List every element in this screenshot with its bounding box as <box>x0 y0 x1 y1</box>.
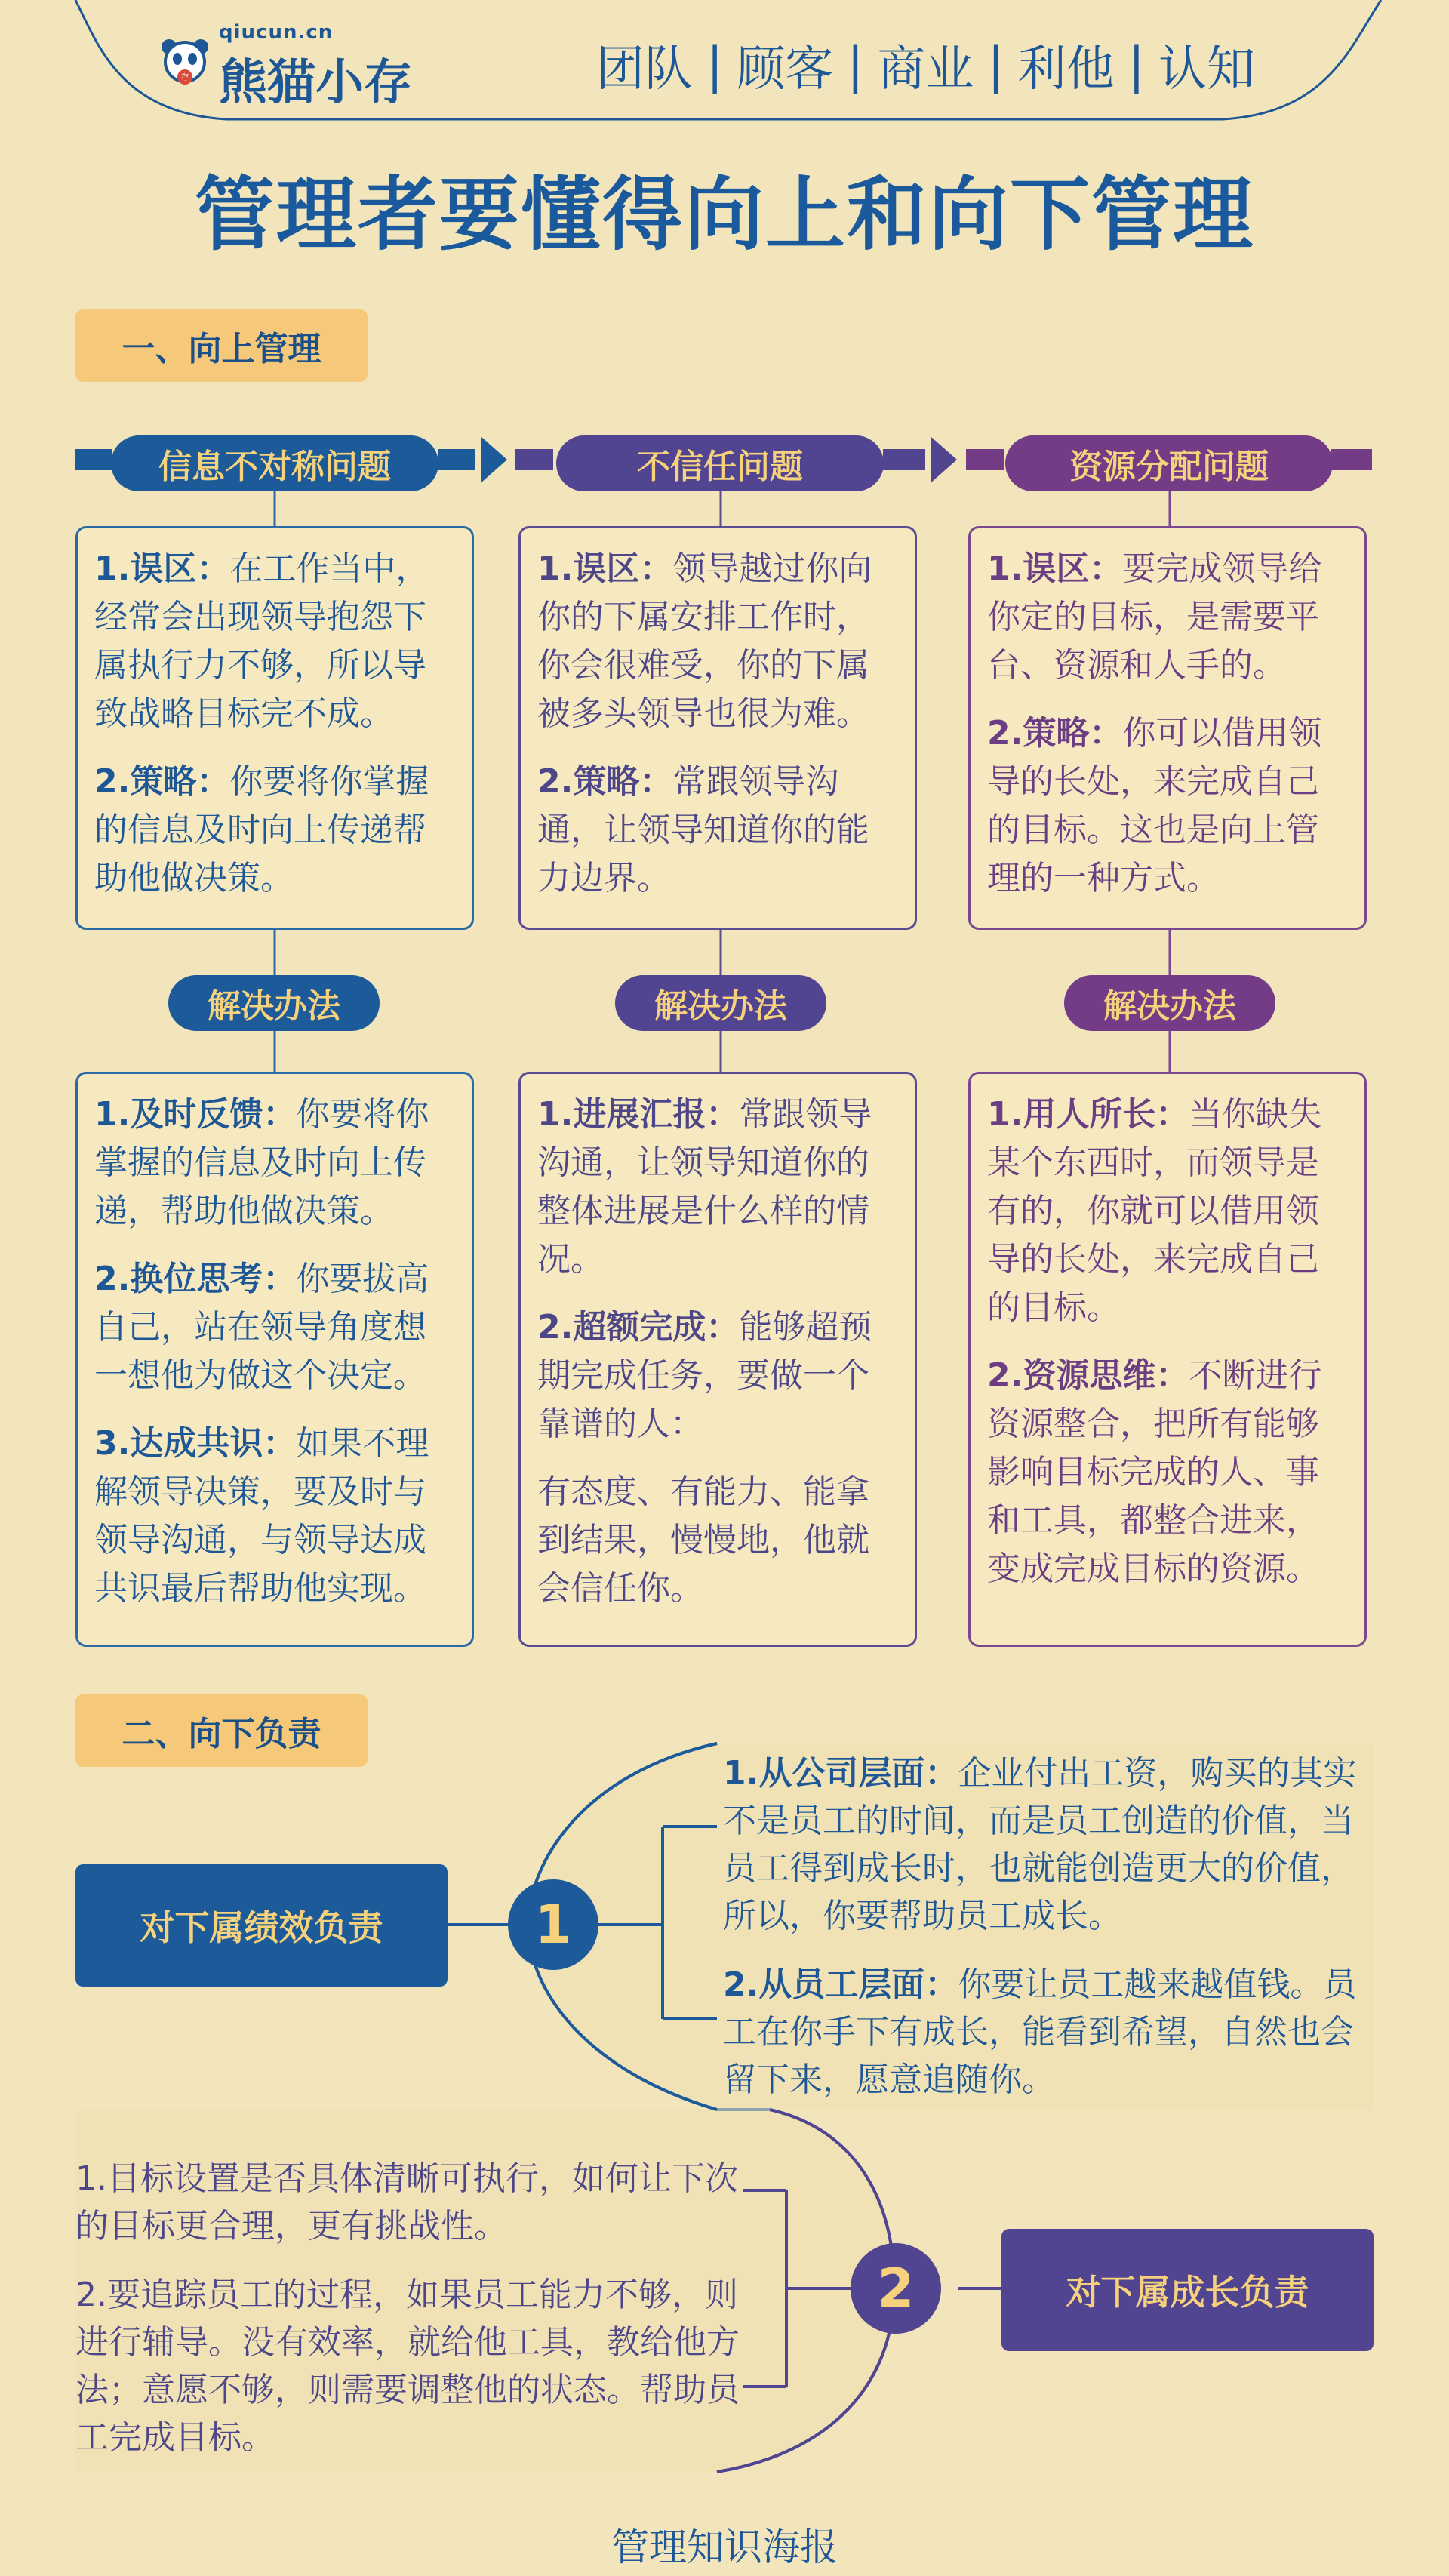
card-point: 2.策略：你要将你掌握的信息及时向上传递帮助他做决策。 <box>94 762 429 897</box>
item2-point: 1.目标设置是否具体清晰可执行，如何让下次的目标更合理，更有挑战性。 <box>75 2159 738 2245</box>
card-point: 1.误区：在工作当中，经常会出现领导抱怨下属执行力不够，所以导致战略目标完不成。 <box>94 549 429 733</box>
number-circle-1: 1 <box>508 1879 598 1970</box>
card-point: 2.策略：你可以借用领导的长处，来完成自己的目标。这也是向上管理的一种方式。 <box>987 714 1322 897</box>
card-point: 1.误区：要完成领导给你定的目标，是需要平台、资源和人手的。 <box>987 549 1322 685</box>
page-title: 管理者要懂得向上和向下管理 <box>195 168 1254 261</box>
item2-point: 2.要追踪员工的过程，如果员工能力不够，则进行辅导。没有效率，就给他工具，教给他方法；意愿不够，则需要调整他的状态。帮助员工完成目标。 <box>75 2276 740 2457</box>
nav-item-team[interactable]: 团队 <box>596 42 693 97</box>
section-tag-downward: 二、向下负责 <box>75 1694 368 1767</box>
nav-separator: | <box>987 35 1004 94</box>
problem-card-info-asymmetry <box>75 526 474 930</box>
solution-card-distrust <box>518 1072 917 1647</box>
solution-point: 1.进展汇报：常跟领导沟通，让领导知道你的整体进展是什么样的情况。 <box>537 1095 872 1279</box>
section-tag-upward: 一、向上管理 <box>75 309 368 382</box>
item-box-growth: 对下属成长负责 <box>1001 2229 1374 2351</box>
brand-name: 熊猫小存 <box>219 55 412 111</box>
number-circle-2: 2 <box>851 2243 941 2334</box>
nav-item-cognition[interactable]: 认知 <box>1158 42 1255 97</box>
solution-point: 2.换位思考：你要拔高自己，站在领导角度想一想他为做这个决定。 <box>94 1260 429 1395</box>
solution-pill-purple: 解决办法 <box>1064 975 1275 1031</box>
problem-card-distrust <box>518 526 917 930</box>
solution-point: 1.用人所长：当你缺失某个东西时，而领导是有的，你就可以借用领导的长处，来完成自己的目标。 <box>987 1095 1322 1327</box>
brand-domain: qiucun.cn <box>219 21 334 44</box>
solution-card-resource <box>968 1072 1367 1647</box>
solution-point: 2.超额完成：能够超预期完成任务，要做一个靠谱的人： <box>537 1308 872 1443</box>
nav-item-altruism[interactable]: 利他 <box>1017 42 1115 97</box>
top-nav <box>596 30 1255 100</box>
solution-point: 3.达成共识：如果不理解领导决策，要及时与领导沟通，与领导达成共识最后帮助他实现。 <box>94 1424 429 1608</box>
item1-point: 1.从公司层面：企业付出工资，购买的其实不是员工的时间，而是员工创造的价值，当员工得到成长时，也就能创造更大的价值，所以，你要帮助员工成长。 <box>723 1754 1357 1935</box>
solution-pill-blue: 解决办法 <box>168 975 380 1031</box>
svg-text:存: 存 <box>180 72 189 82</box>
nav-item-customer[interactable]: 顾客 <box>737 42 834 97</box>
solution-point: 有态度、有能力、能拿到结果，慢慢地，他就会信任你。 <box>537 1473 869 1608</box>
problem-pill-resource: 资源分配问题 <box>1005 435 1333 491</box>
problem-pill-distrust: 不信任问题 <box>556 435 884 491</box>
nav-separator: | <box>1128 35 1145 94</box>
footer-caption: 管理知识海报 <box>611 2525 838 2569</box>
solution-point: 1.及时反馈：你要将你掌握的信息及时向上传递，帮助他做决策。 <box>94 1095 429 1230</box>
card-point: 2.策略：常跟领导沟通，让领导知道你的能力边界。 <box>537 762 869 897</box>
solution-card-info-asymmetry <box>75 1072 474 1647</box>
nav-item-business[interactable]: 商业 <box>877 42 974 97</box>
nav-separator: | <box>847 35 864 94</box>
problem-card-resource <box>968 526 1367 930</box>
solution-pill-indigo: 解决办法 <box>615 975 826 1031</box>
panda-logo-icon <box>158 36 211 89</box>
card-point: 1.误区：领导越过你向你的下属安排工作时，你会很难受，你的下属被多头领导也很为难。 <box>537 549 872 733</box>
problem-pill-info-asymmetry: 信息不对称问题 <box>111 435 438 491</box>
item2-points <box>75 2155 740 2482</box>
item1-point: 2.从员工层面：你要让员工越来越值钱。员工在你手下有成长，能看到希望，自然也会留下来，愿意追随你。 <box>723 1965 1357 2099</box>
solution-point: 2.资源思维：不断进行资源整合，把所有能够影响目标完成的人、事和工具，都整合进来，变成完成目标的资源。 <box>987 1356 1322 1588</box>
item-box-performance: 对下属绩效负责 <box>75 1864 448 1987</box>
item1-points <box>723 1750 1374 2125</box>
nav-separator: | <box>706 35 724 94</box>
